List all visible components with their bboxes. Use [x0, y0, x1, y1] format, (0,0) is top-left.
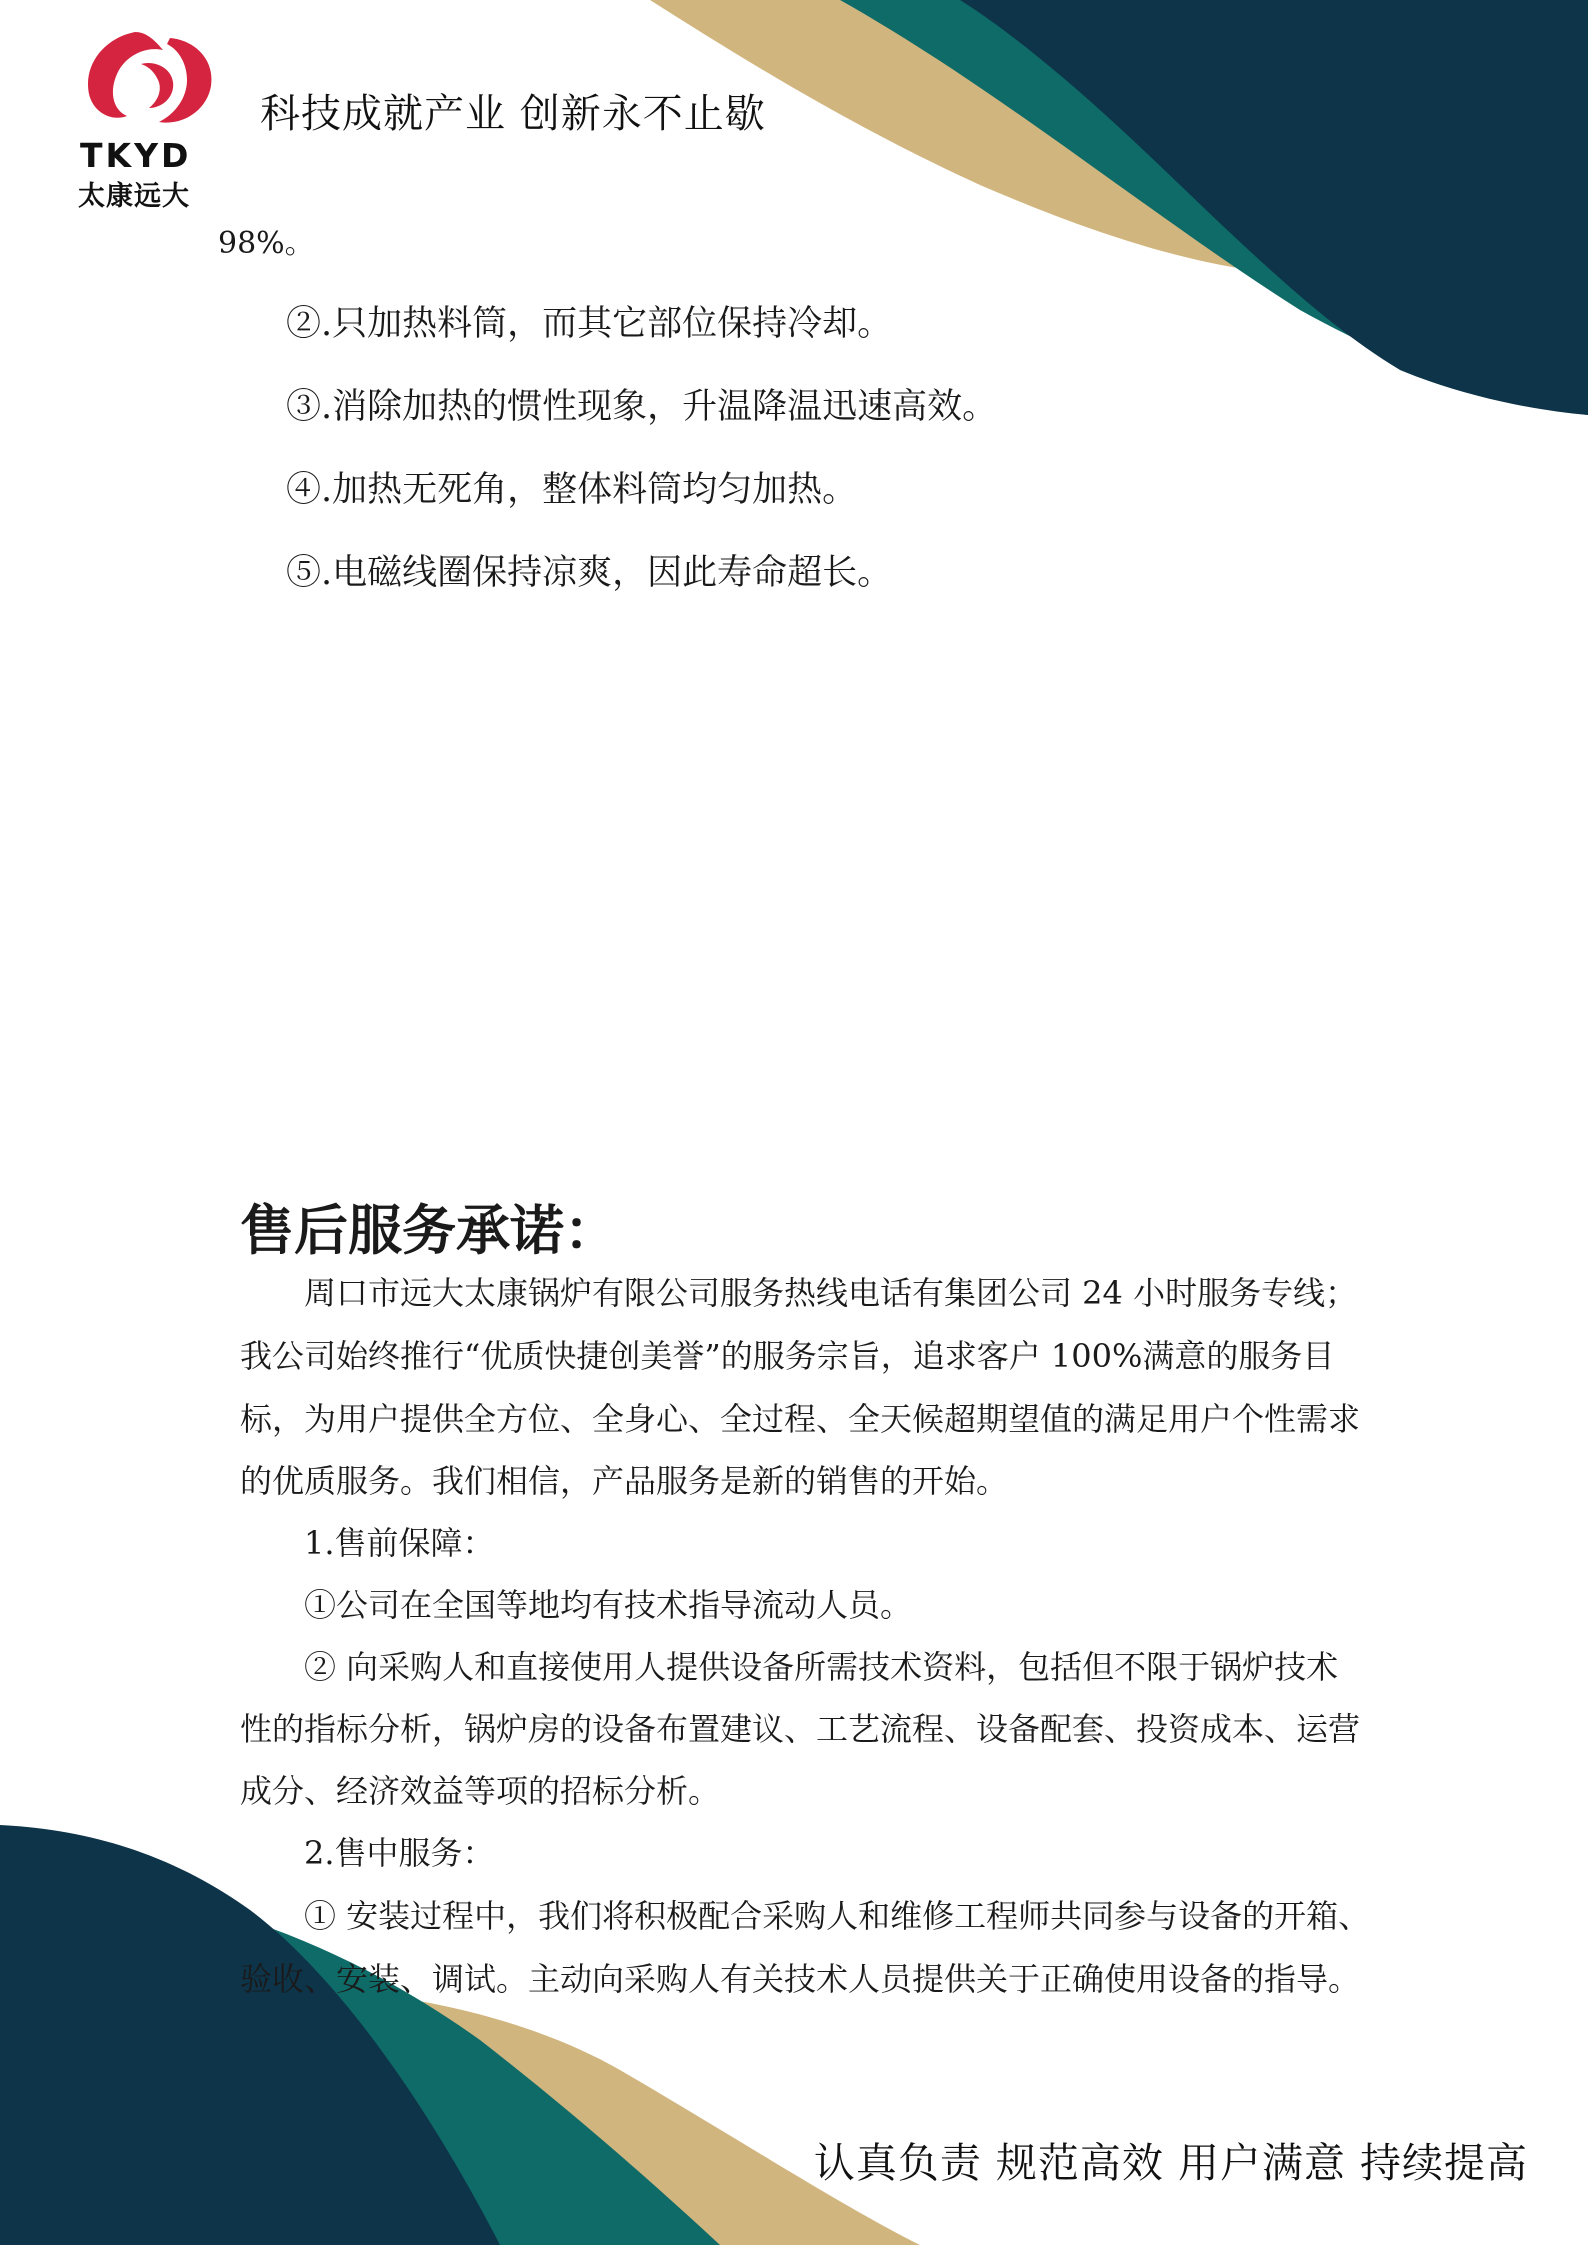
- list-item: ④.加热无死角，整体料筒均匀加热。: [286, 470, 858, 510]
- paragraph-line: ①公司在全国等地均有技术指导流动人员。: [304, 1586, 913, 1624]
- logo-mark-icon: [75, 24, 225, 134]
- paragraph-line: 验收、安装、调试。主动向采购人有关技术人员提供关于正确使用设备的指导。: [240, 1960, 1361, 1998]
- footer-slogan: 认真负责 规范高效 用户满意 持续提高: [813, 2139, 1528, 2187]
- section-label: 1.售前保障：: [304, 1524, 495, 1562]
- paragraph-line: 性的指标分析，锅炉房的设备布置建议、工艺流程、设备配套、投资成本、运营: [240, 1710, 1361, 1748]
- section-label: 2.售中服务：: [304, 1834, 495, 1872]
- header-slogan: 科技成就产业 创新永不止歇: [260, 91, 766, 137]
- paragraph-line: 我公司始终推行“优质快捷创美誉”的服务宗旨，追求客户 100%满意的服务目: [240, 1337, 1335, 1375]
- continuation-line: 98%。: [218, 226, 315, 261]
- after-sales-heading: 售后服务承诺：: [240, 1199, 618, 1262]
- paragraph-line: 成分、经济效益等项的招标分析。: [240, 1772, 721, 1810]
- logo-company-name: 太康远大: [78, 181, 190, 212]
- paragraph-line: 的优质服务。我们相信，产品服务是新的销售的开始。: [240, 1462, 1009, 1500]
- paragraph-line: 标，为用户提供全方位、全身心、全过程、全天候超期望值的满足用户个性需求: [240, 1400, 1361, 1438]
- list-item: ⑤.电磁线圈保持凉爽，因此寿命超长。: [286, 553, 893, 593]
- paragraph-line: ② 向采购人和直接使用人提供设备所需技术资料，包括但不限于锅炉技术: [304, 1648, 1339, 1686]
- list-item: ②.只加热料筒，而其它部位保持冷却。: [286, 304, 893, 344]
- paragraph-line: ① 安装过程中，我们将积极配合采购人和维修工程师共同参与设备的开箱、: [304, 1897, 1371, 1935]
- paragraph-line: 周口市远大太康锅炉有限公司服务热线电话有集团公司 24 小时服务专线；: [304, 1274, 1358, 1312]
- company-logo: [70, 24, 230, 212]
- logo-letters: TKYD: [80, 136, 192, 175]
- list-item: ③.消除加热的惯性现象，升温降温迅速高效。: [286, 387, 998, 427]
